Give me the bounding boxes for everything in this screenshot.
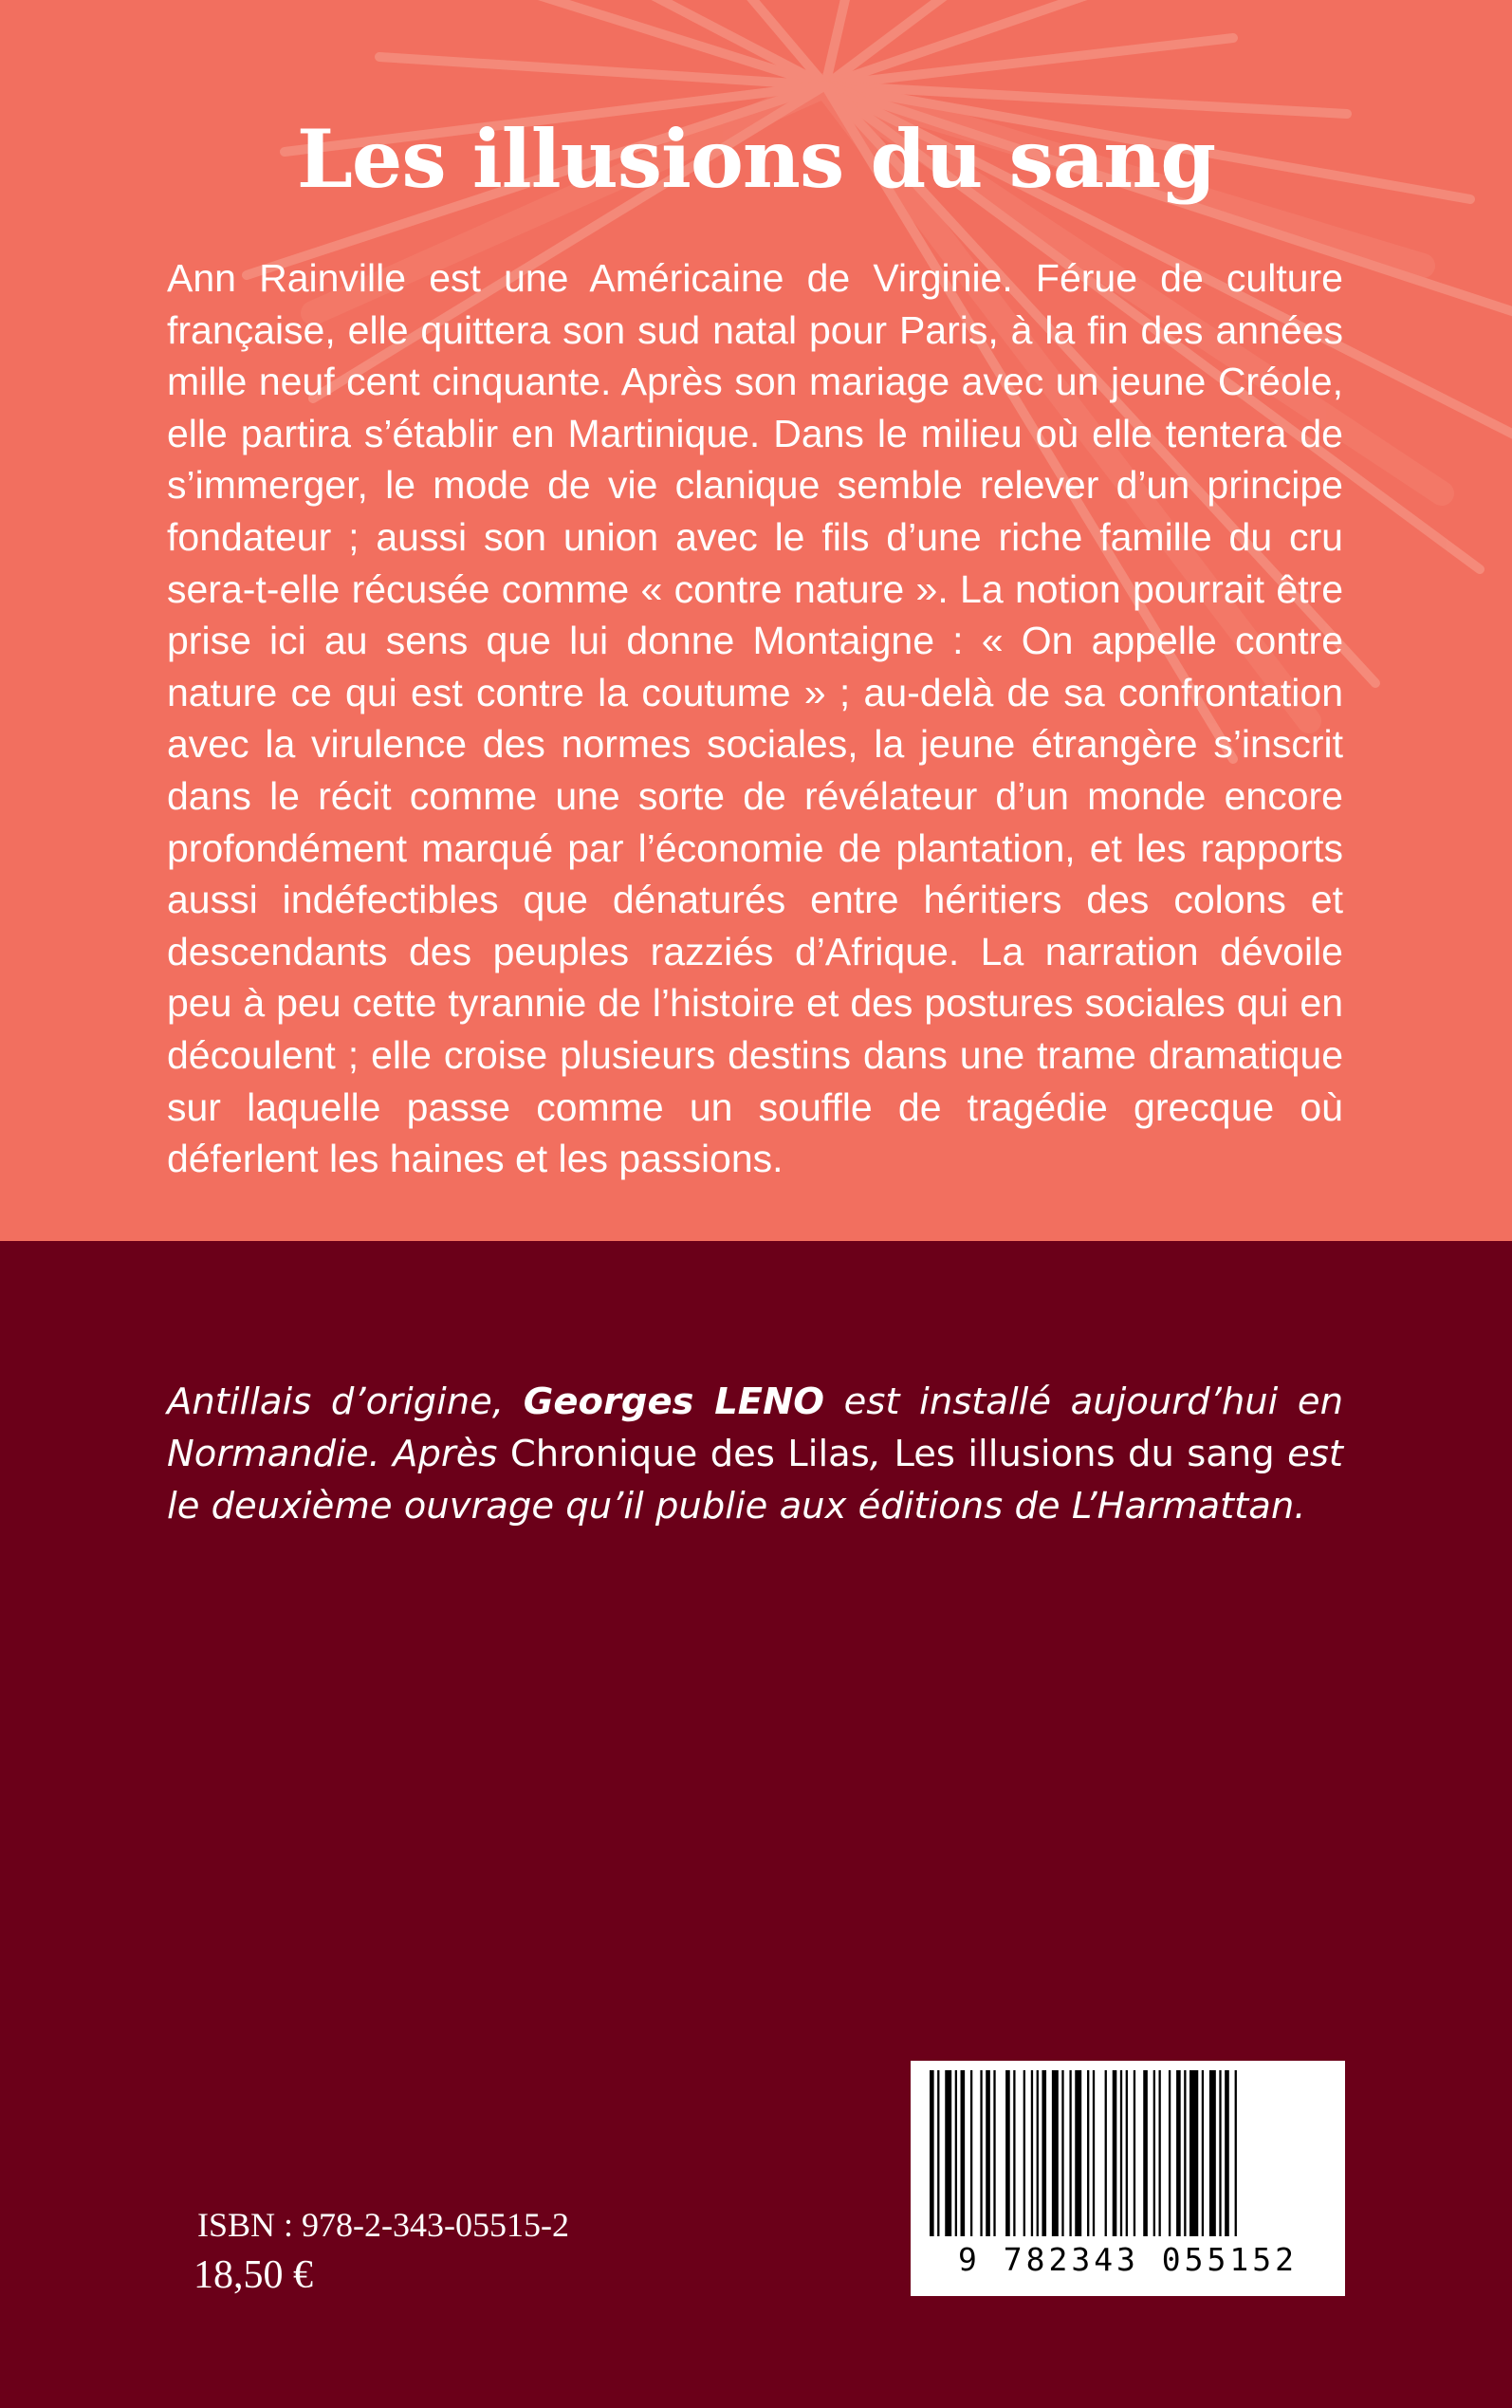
barcode-bar [1013, 2070, 1015, 2236]
barcode [911, 2061, 1345, 2296]
barcode-bar [1105, 2070, 1107, 2236]
barcode-bar [945, 2070, 951, 2236]
barcode-bar [1202, 2070, 1204, 2236]
barcode-bar [930, 2070, 934, 2236]
barcode-bar [1134, 2070, 1135, 2236]
barcode-bar [1113, 2070, 1117, 2236]
barcode-bar [1031, 2070, 1033, 2236]
barcode-bar [1126, 2070, 1128, 2236]
barcode-bar [1189, 2070, 1198, 2236]
barcode-bar [1023, 2070, 1025, 2236]
barcode-bar [1120, 2070, 1122, 2236]
barcode-bar [1169, 2070, 1171, 2236]
book-title: Les illusions du sang [296, 112, 1216, 206]
bio-text-2: est installé aujourd’hui en Normandie. Après [167, 1380, 1344, 1475]
barcode-bar [1042, 2070, 1046, 2236]
barcode-bar [1075, 2070, 1081, 2236]
barcode-bar [986, 2070, 990, 2236]
barcode-bar [1037, 2070, 1039, 2236]
barcode-bar [1176, 2070, 1181, 2236]
author-bio [167, 1376, 1343, 1532]
barcode-bar [1209, 2070, 1216, 2236]
current-book-title: Les illusions du sang [894, 1433, 1275, 1475]
barcode-bars [924, 2070, 1332, 2236]
barcode-bar [1219, 2070, 1221, 2236]
barcode-bar [1235, 2070, 1237, 2236]
barcode-bar [993, 2070, 995, 2236]
barcode-bar [961, 2070, 966, 2236]
isbn-number: ISBN : 978-2-343-05515-2 [197, 2206, 569, 2244]
barcode-bar [955, 2070, 957, 2236]
barcode-bar [1153, 2070, 1155, 2236]
bio-text-4: est le deuxième ouvrage qu’il publie aux éditions de L’Harmattan. [167, 1433, 1343, 1528]
barcode-bar [1225, 2070, 1229, 2236]
barcode-bar [937, 2070, 939, 2236]
price-label: 18,50 € [194, 2253, 313, 2297]
barcode-bar [1159, 2070, 1161, 2236]
author-name: Georges LENO [523, 1380, 825, 1423]
barcode-bar [1184, 2070, 1186, 2236]
book-summary: Ann Rainville est une Américaine de Virginie. Férue de culture française, elle quittera son sud natal pour Paris, à la fin des années mille neuf cent cinquante. Après son mariage avec un jeune Créole, elle partira s’établir en Martinique. Dans le milieu où elle tentera de s’immerger, le mode de vie clanique semble relever d’un principe fondateur ; aussi son union avec le fils d’une riche famille du cru sera-t-elle récusée comme « contre nature ». La notion pourrait être prise ici au sens que lui donne Montaigne : « On appelle contre nature ce qui est contre la coutume » ; au-delà de sa confrontation avec la virulence des normes sociales, la jeune étrangère s’inscrit dans le récit comme une sorte de révélateur d’un monde encore profondément marqué par l’économie de plantation, et les rapports aussi indéfectibles que dénaturés entre héritiers des colons et descendants des peuples razziés d’Afrique. La narration dévoile peu à peu cette tyrannie de l’histoire et des postures sociales qui en découlent ; elle croise plusieurs destins dans une trame dramatique sur laquelle passe comme un souffle de tragédie grecque où déferlent les haines et les passions. [167, 256, 1343, 1181]
barcode-bar [1069, 2070, 1071, 2236]
barcode-bar [980, 2070, 982, 2236]
barcode-bar [970, 2070, 972, 2236]
barcode-bar [1061, 2070, 1063, 2236]
barcode-bar [1087, 2070, 1089, 2236]
barcode-bar [1052, 2070, 1059, 2236]
barcode-digits: 9 782343 055152 [957, 2241, 1298, 2278]
barcode-bar [1005, 2070, 1010, 2236]
barcode-bar [1093, 2070, 1095, 2236]
previous-book-title: Chronique des Lilas [509, 1433, 870, 1475]
barcode-bar [1143, 2070, 1148, 2236]
bio-text-3: , [869, 1433, 894, 1475]
bio-text-1: Antillais d’origine, [167, 1380, 524, 1423]
